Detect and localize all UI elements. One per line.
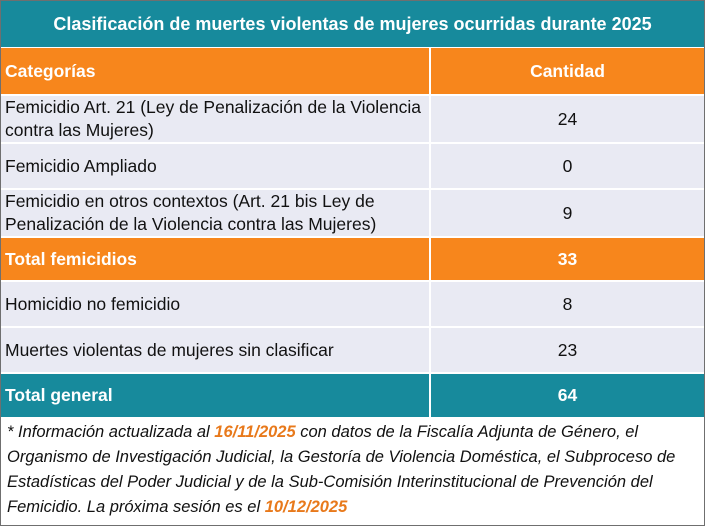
row-value: 24 — [430, 95, 704, 143]
table-row — [1, 143, 704, 189]
row-label: Muertes violentas de mujeres sin clasificar — [1, 327, 430, 373]
table-row — [1, 95, 704, 143]
table-row — [1, 327, 704, 373]
row-value: 8 — [430, 281, 704, 327]
total-general-label: Total general — [1, 373, 430, 417]
row-value: 9 — [430, 189, 704, 237]
row-label: Femicidio en otros contextos (Art. 21 bis Ley de Penalización de la Violencia contra las Mujeres) — [1, 189, 430, 237]
total-general-row — [1, 373, 704, 417]
header-row — [1, 48, 704, 95]
footnote-body: con datos de la Fiscalía Adjunta de Género, el Organismo de Investigación Judicial, la Gestoría de Violencia Doméstica, el Subproceso de Estadísticas del Poder Judicial y de la Sub-Comisión Interinstitucional de Prevención del Femicidio. La próxima sesión es el — [7, 423, 676, 516]
total-general-value: 64 — [430, 373, 704, 417]
next-session-date: 10/12/2025 — [264, 498, 348, 516]
total-femicides-value: 33 — [430, 237, 704, 281]
footnote-prefix: * Información actualizada al — [7, 423, 210, 441]
update-date: 16/11/2025 — [214, 423, 296, 441]
header-quantity: Cantidad — [430, 48, 704, 95]
total-femicides-row — [1, 237, 704, 281]
footnote — [7, 420, 697, 520]
row-label: Femicidio Ampliado — [1, 143, 430, 189]
total-femicides-label: Total femicidios — [1, 237, 430, 281]
row-value: 23 — [430, 327, 704, 373]
row-label: Femicidio Art. 21 (Ley de Penalización de la Violencia contra las Mujeres) — [1, 95, 430, 143]
table-row — [1, 281, 704, 327]
header-category: Categorías — [1, 48, 430, 95]
table-row — [1, 189, 704, 237]
classification-table — [1, 48, 704, 417]
row-value: 0 — [430, 143, 704, 189]
row-label: Homicidio no femicidio — [1, 281, 430, 327]
table-title: Clasificación de muertes violentas de mujeres ocurridas durante 2025 — [1, 1, 704, 47]
